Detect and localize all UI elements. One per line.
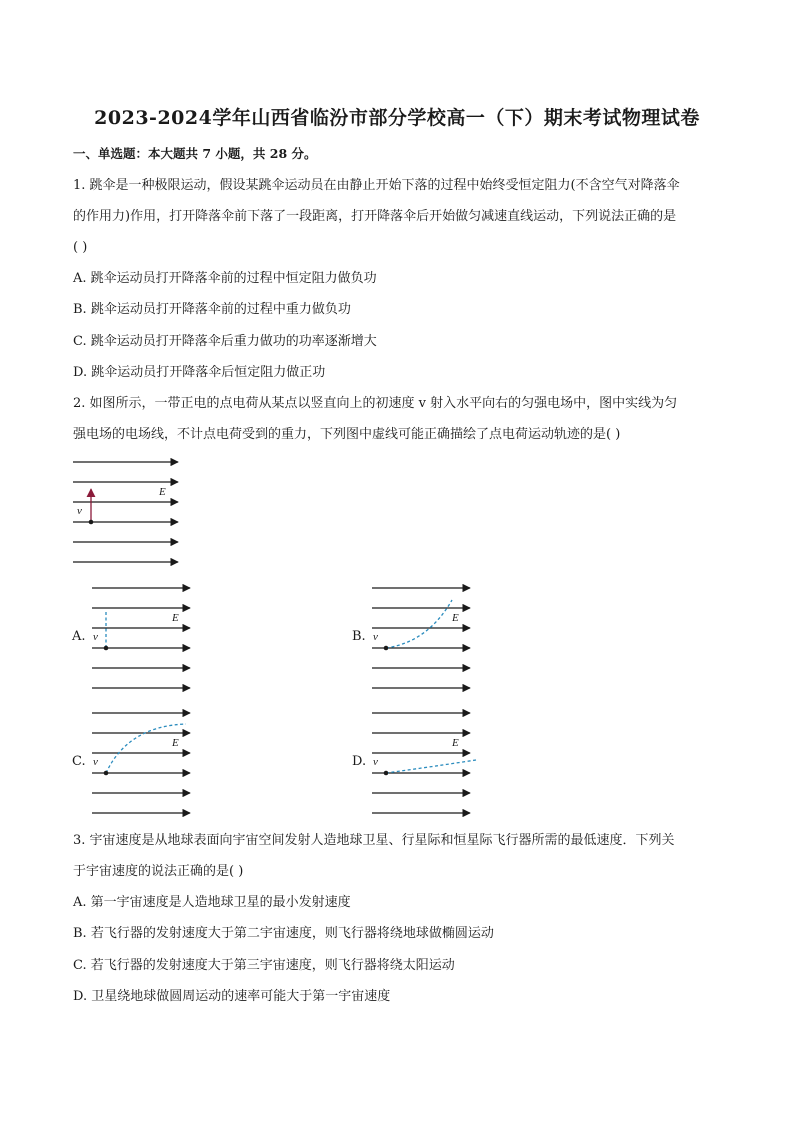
q2-option-b-label: B. (352, 629, 366, 644)
option-a-diagram (92, 588, 190, 688)
option-b-diagram (372, 588, 470, 688)
q1-stem-line-1: 1. 跳伞是一种极限运动，假设某跳伞运动员在由静止开始下落的过程中始终受恒定阻力(不含空气对降落伞 (73, 178, 680, 193)
trajectory-d (386, 760, 476, 773)
option-d-diagram (372, 713, 476, 813)
field-label-a: E (172, 612, 179, 624)
velocity-label-c: v (93, 756, 98, 768)
point-charge (89, 520, 94, 525)
q2-option-a-label: A. (72, 629, 86, 644)
option-c-diagram (92, 713, 190, 813)
field-label: E (159, 486, 166, 498)
field-label-c: E (172, 737, 179, 749)
q3-option-a: A. 第一宇宙速度是人造地球卫星的最小发射速度 (73, 895, 351, 910)
velocity-label-b: v (373, 631, 378, 643)
q3-stem-line-1: 3. 宇宙速度是从地球表面向宇宙空间发射人造地球卫星、行星际和恒星际飞行器所需的最低速度．下列关 (73, 833, 675, 848)
q3-stem-line-2: 于宇宙速度的说法正确的是( ) (73, 864, 244, 879)
q2-stem-line-1: 2. 如图所示，一带正电的点电荷从某点以竖直向上的初速度 v 射入水平向右的匀强电场中，图中实线为匀 (73, 396, 678, 411)
q1-option-b: B. 跳伞运动员打开降落伞前的过程中重力做负功 (73, 302, 351, 317)
field-label-b: E (452, 612, 459, 624)
velocity-label-d: v (373, 756, 378, 768)
page-title: 2023-2024学年山西省临汾市部分学校高一（下）期末考试物理试卷 (94, 107, 700, 129)
trajectory-b (386, 600, 452, 648)
q1-option-a: A. 跳伞运动员打开降落伞前的过程中恒定阻力做负功 (73, 271, 377, 286)
q2-option-d-label: D. (352, 754, 367, 769)
q2-option-c-label: C. (72, 754, 86, 769)
q1-option-d: D. 跳伞运动员打开降落伞后恒定阻力做正功 (73, 365, 326, 380)
q1-stem-line-3: ( ) (73, 240, 88, 255)
q3-option-b: B. 若飞行器的发射速度大于第二宇宙速度，则飞行器将绕地球做椭圆运动 (73, 926, 494, 941)
q2-stem-line-2: 强电场的电场线，不计点电荷受到的重力，下列图中虚线可能正确描绘了点电荷运动轨迹的是( ) (73, 427, 621, 442)
velocity-label-a: v (93, 631, 98, 643)
q1-option-c: C. 跳伞运动员打开降落伞后重力做功的功率逐渐增大 (73, 334, 377, 349)
main-field-diagram (73, 462, 178, 562)
field-label-d: E (452, 737, 459, 749)
q1-stem-line-2: 的作用力)作用，打开降落伞前下落了一段距离，打开降落伞后开始做匀减速直线运动，下列说法正确的是 (73, 209, 677, 224)
velocity-label: v (77, 505, 82, 517)
section-heading: 一、单选题：本大题共 7 小题，共 28 分。 (73, 146, 317, 161)
q3-option-c: C. 若飞行器的发射速度大于第三宇宙速度，则飞行器将绕太阳运动 (73, 958, 455, 973)
q3-option-d: D. 卫星绕地球做圆周运动的速率可能大于第一宇宙速度 (73, 989, 391, 1004)
